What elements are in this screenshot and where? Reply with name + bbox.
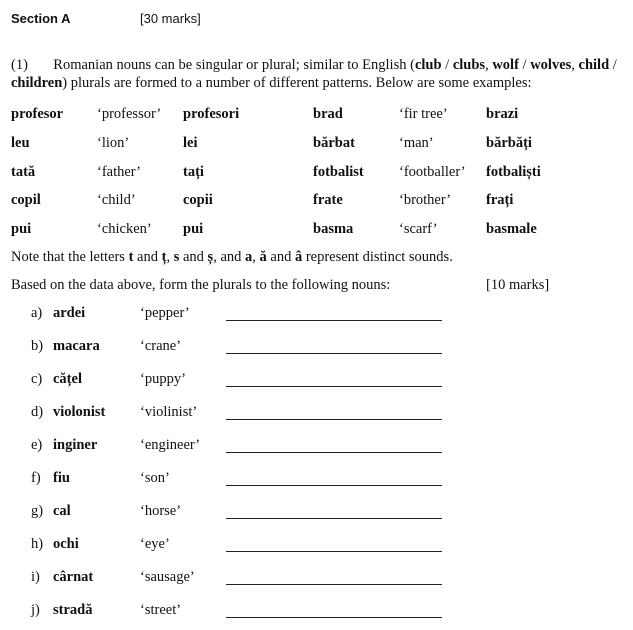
example-plural: fotbaliști: [486, 164, 541, 180]
word-children: children: [11, 75, 63, 91]
word-wolf: wolf: [492, 57, 519, 73]
example-singular: fotbalist: [313, 164, 364, 180]
example-gloss: ‘child’: [97, 192, 136, 208]
word-child: child: [578, 57, 610, 73]
sep-2: ,: [485, 57, 493, 73]
example-plural: profesori: [183, 106, 240, 122]
answer-line[interactable]: [226, 353, 442, 354]
note-part: , and: [213, 249, 246, 265]
question-label: a): [31, 305, 43, 321]
letter-a-breve: ă: [259, 249, 267, 265]
example-plural: copii: [183, 192, 213, 208]
question-item: [31, 536, 451, 556]
intro-paragraph: [11, 56, 623, 92]
question-gloss: ‘street’: [140, 602, 182, 618]
example-singular: pui: [11, 221, 32, 237]
question-gloss: ‘crane’: [140, 338, 182, 354]
answer-line[interactable]: [226, 452, 442, 453]
example-singular: profesor: [11, 106, 64, 122]
example-singular: copil: [11, 192, 41, 208]
question-gloss: ‘violinist’: [140, 404, 198, 420]
answer-line[interactable]: [226, 617, 442, 618]
example-singular: basma: [313, 221, 354, 237]
answer-line[interactable]: [226, 419, 442, 420]
example-plural: basmale: [486, 221, 537, 237]
example-gloss: ‘footballer’: [399, 164, 466, 180]
question-item: [31, 305, 451, 325]
note-part: and: [179, 249, 208, 265]
note-text: [11, 249, 453, 266]
word-club: club: [414, 57, 442, 73]
question-label: c): [31, 371, 43, 387]
note-part: represent distinct sounds.: [302, 249, 453, 265]
question-item: [31, 569, 451, 589]
answer-line[interactable]: [226, 551, 442, 552]
section-marks: [30 marks]: [140, 11, 201, 26]
example-gloss: ‘professor’: [97, 106, 162, 122]
example-singular: brad: [313, 106, 343, 122]
note-part: ,: [166, 249, 174, 265]
example-singular: tată: [11, 164, 36, 180]
answer-line[interactable]: [226, 485, 442, 486]
question-word: cal: [53, 503, 71, 519]
letter-s-comma: ș: [207, 249, 214, 265]
question-word: ardei: [53, 305, 86, 321]
example-gloss: ‘father’: [97, 164, 142, 180]
question-gloss: ‘pepper’: [140, 305, 190, 321]
example-plural: lei: [183, 135, 198, 151]
question-word: fiu: [53, 470, 70, 486]
sep-4: ,: [571, 57, 579, 73]
intro-text-1: Romanian nouns can be singular or plural; similar to English (: [53, 57, 415, 73]
question-gloss: ‘eye’: [140, 536, 170, 552]
example-singular: leu: [11, 135, 30, 151]
section-title: Section A: [11, 11, 71, 26]
letter-a: a: [245, 249, 253, 265]
example-plural: bărbăți: [486, 135, 532, 151]
question-word: cățel: [53, 371, 82, 387]
question-label: f): [31, 470, 41, 486]
question-item: [31, 470, 451, 490]
example-gloss: ‘scarf’: [399, 221, 438, 237]
question-word: macara: [53, 338, 100, 354]
question-item: [31, 437, 451, 457]
word-wolves: wolves: [530, 57, 572, 73]
note-part: Note that the letters: [11, 249, 129, 265]
example-gloss: ‘lion’: [97, 135, 130, 151]
question-item: [31, 338, 451, 358]
letter-t-comma: ț: [161, 249, 167, 265]
question-gloss: ‘puppy’: [140, 371, 186, 387]
example-plural: frați: [486, 192, 514, 208]
example-gloss: ‘chicken’: [97, 221, 152, 237]
note-part: and: [133, 249, 162, 265]
sep-1: /: [441, 57, 453, 73]
example-singular: bărbat: [313, 135, 355, 151]
question-gloss: ‘sausage’: [140, 569, 195, 585]
answer-line[interactable]: [226, 584, 442, 585]
question-label: h): [31, 536, 44, 552]
intro-text-2: ) plurals are formed to a number of different patterns. Below are some examples:: [62, 75, 532, 91]
question-word: inginer: [53, 437, 98, 453]
question-item: [31, 371, 451, 391]
example-plural: tați: [183, 164, 204, 180]
question-item: [31, 602, 451, 622]
task-instruction: Based on the data above, form the plurals to the following nouns:: [11, 277, 391, 293]
sep-5: /: [609, 57, 617, 73]
question-number: (1): [11, 57, 28, 73]
example-gloss: ‘man’: [399, 135, 434, 151]
letter-t: t: [128, 249, 134, 265]
task-marks: [10 marks]: [486, 277, 550, 293]
question-gloss: ‘horse’: [140, 503, 182, 519]
question-gloss: ‘son’: [140, 470, 170, 486]
question-word: ochi: [53, 536, 79, 552]
letter-s: s: [173, 249, 180, 265]
question-label: d): [31, 404, 44, 420]
note-part: and: [266, 249, 295, 265]
example-plural: pui: [183, 221, 204, 237]
question-item: [31, 503, 451, 523]
answer-line[interactable]: [226, 320, 442, 321]
question-label: g): [31, 503, 44, 519]
note-part: ,: [252, 249, 260, 265]
example-gloss: ‘brother’: [399, 192, 452, 208]
question-word: cârnat: [53, 569, 94, 585]
question-word: stradă: [53, 602, 93, 618]
question-label: e): [31, 437, 43, 453]
question-label: b): [31, 338, 44, 354]
example-singular: frate: [313, 192, 343, 208]
answer-line[interactable]: [226, 518, 442, 519]
letter-a-circumflex: â: [294, 249, 303, 265]
word-clubs: clubs: [452, 57, 486, 73]
question-label: j): [31, 602, 40, 618]
question-word: violonist: [53, 404, 106, 420]
answer-line[interactable]: [226, 386, 442, 387]
question-gloss: ‘engineer’: [140, 437, 201, 453]
example-gloss: ‘fir tree’: [399, 106, 448, 122]
sep-3: /: [518, 57, 531, 73]
example-plural: brazi: [486, 106, 519, 122]
question-item: [31, 404, 451, 424]
question-label: i): [31, 569, 40, 585]
